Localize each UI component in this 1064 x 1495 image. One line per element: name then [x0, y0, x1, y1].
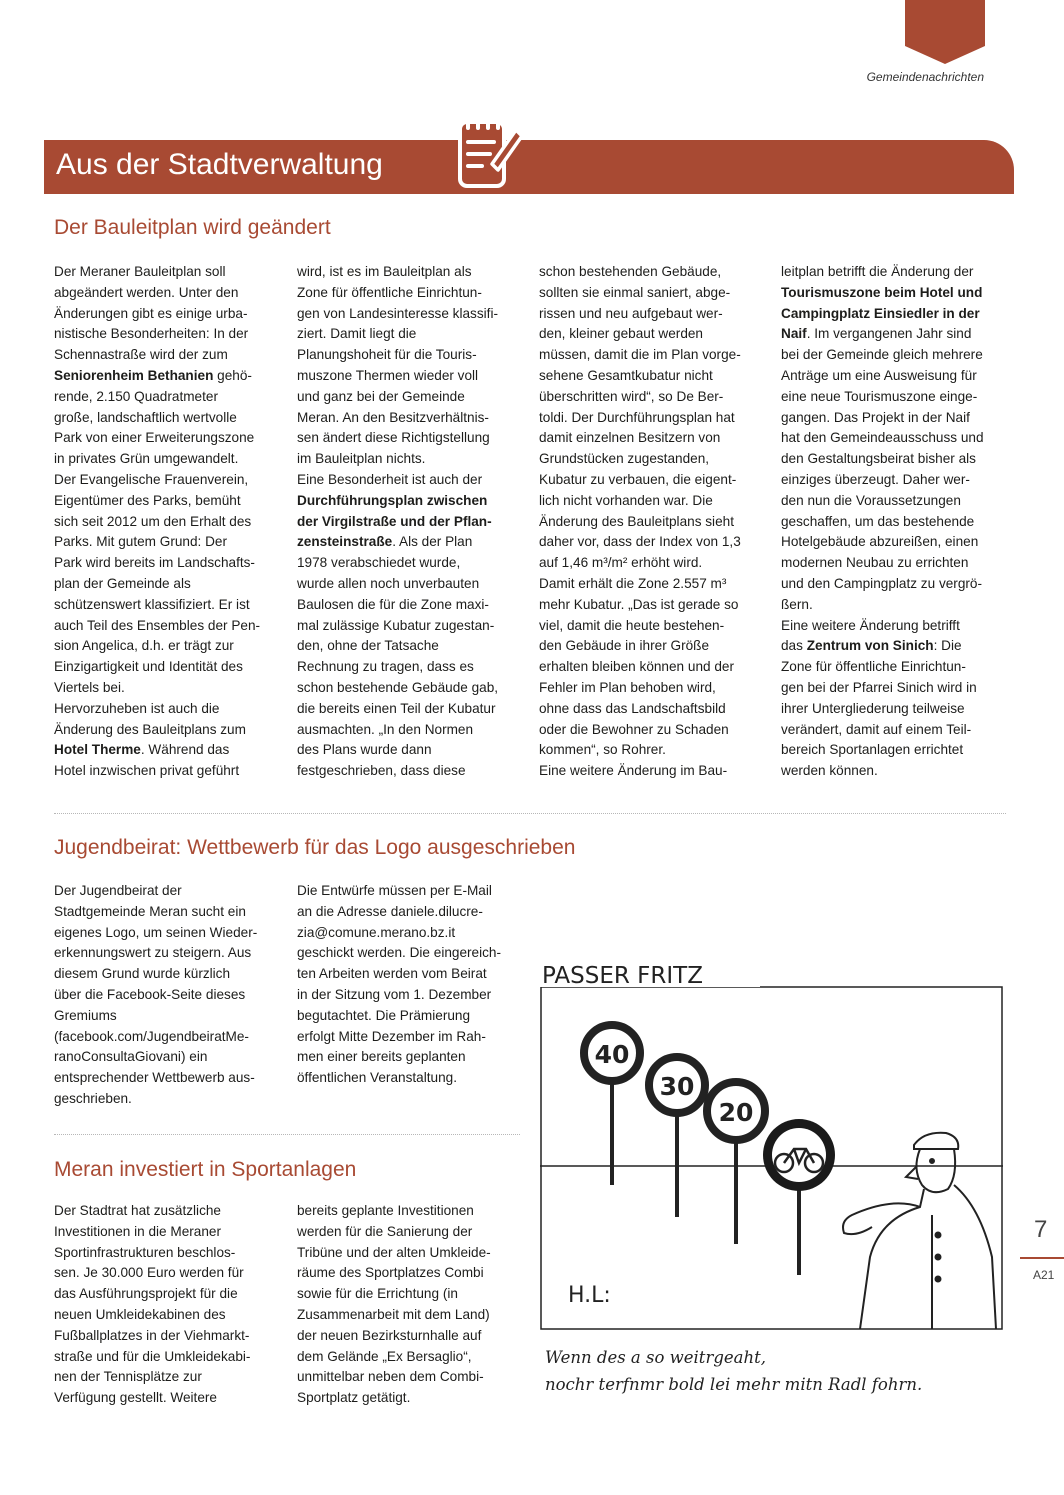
article1-column-2: wird, ist es im Bauleitplan als Zone für öffentliche Einrichtun- gen von Landesinteresse klassifi- ziert. Damit liegt die Planungshoheit für die Touris- muszone Thermen wieder voll und ganz bei der Gemeinde Meran. An den Besitzverhältnis- sen ändert diese Richtigstellung im Bauleitplan nichts. Eine Besonderheit ist auch der Durchführungsplan zwischen der Virgilstraße und der Pflan- zensteinstraße. Als der Plan 1978 verabschiedet wurde, wurde allen noch unverbauten Baulosen die für die Zone maxi- mal zulässige Kubatur zugestan- den, ohne der Tatsache Rechnung zu tragen, dass es schon bestehende Gebäude gab, die bereits einen Teil der Kubatur ausmachten. „In den Normen des Plans wurde dann festgeschrieben, dass diese: [297, 264, 499, 779]
cartoon-passer-fritz: [540, 957, 1003, 1330]
article3-column-2: bereits geplante Investitionen werden für die Sanierung der Tribüne und der alten Umkleide- räume des Sportplatzes Combi sowie für die Errichtung (in Zusammenarbeit mit dem Land) der neuen Bezirksturnhalle auf dem Gelände „Ex Bersaglio“, unmittelbar neben dem Combi- Sportplatz getätigt.: [297, 1203, 491, 1406]
article3-column-1: Der Stadtrat hat zusätzliche Investitionen in die Meraner Sportinfrastrukturen beschlos- sen. Je 30.000 Euro werden für das Ausführungsprojekt für die neuen Umkleidekabinen des Fußballplatzes in der Viehmarkt- straße und für die Umkleidekabi- nen der Tennisplätze zur Verfügung gestellt. Weitere: [54, 1203, 251, 1406]
section-label: Gemeindenachrichten: [866, 70, 984, 84]
page-number: 7: [1034, 1216, 1048, 1243]
cartoon-caption-line-1: Wenn des a so weitrgeaht,: [545, 1348, 766, 1367]
top-tab-marker: [905, 0, 985, 46]
svg-text:20: 20: [718, 1098, 754, 1127]
page-code: A21: [1033, 1268, 1055, 1282]
speed-sign-30: [649, 1057, 705, 1113]
section-divider: [54, 1134, 520, 1135]
speed-sign-40: [584, 1025, 640, 1081]
section-banner: [44, 140, 1014, 194]
article-title-bauleitplan: Der Bauleitplan wird geändert: [54, 216, 331, 239]
svg-text:30: 30: [659, 1072, 695, 1101]
cartoon-signature: H.L:: [568, 1283, 611, 1308]
article1-column-1: Der Meraner Bauleitplan soll abgeändert werden. Unter den Änderungen gibt es einige urba- nistische Besonderheiten: In der Schennastraße wird der zum Seniorenheim Bethanien gehö- rende, 2.150 Quadratmeter große, landschaftlich wertvolle Park von einer Erweiterungszone in privates Grün umgewandelt. Der Evangelische Frauenverein, Eigentümer des Parks, bemüht sich seit 2012 um den Erhalt des Parks. Mit gutem Grund: Der Park wird bereits im Landschafts- plan der Gemeinde als schützenswert klassifiziert. Er ist auch Teil des Ensembles der Pen- sion Angelica, d.h. er trägt zur Einzigartigkeit und Identität des Viertels bei. Hervorzuheben ist auch die Änderung des Bauleitplans zum Hotel Therme. Während das Hotel inzwischen privat geführt: [54, 264, 261, 779]
speed-sign-20: [707, 1082, 765, 1140]
svg-text:40: 40: [594, 1040, 630, 1069]
cartoon-caption-line-2: nochr terfnmr bold lei mehr mitn Radl fohrn.: [545, 1375, 923, 1394]
notepad-pencil-icon: [452, 108, 528, 194]
article2-column-2: Die Entwürfe müssen per E-Mail an die Adresse daniele.dilucre- zia@comune.merano.bz.it geschickt werden. Die eingereich- ten Arbeiten werden vom Beirat in der Sitzung vom 1. Dezember begutachtet. Die Prämierung erfolgt Mitte Dezember im Rah- men einer bereits geplanten öffentlichen Veranstaltung.: [297, 883, 502, 1086]
article-title-sportanlagen: Meran investiert in Sportanlagen: [54, 1158, 357, 1181]
article2-column-1: Der Jugendbeirat der Stadtgemeinde Meran sucht ein eigenes Logo, um seinen Wieder- erkennungswert zu steigern. Aus diesem Grund wurde kürzlich über die Facebook-Seite dieses Gremiums (facebook.com/JugendbeiratMe- ranoConsultaGiovani) ein entsprechender Wettbewerb aus- geschrieben.: [54, 883, 258, 1106]
bicycle-sign-icon: [763, 1119, 835, 1191]
article1-column-4: leitplan betrifft die Änderung der Tourismuszone beim Hotel und Campingplatz Einsiedler in der Naif. Im vergangenen Jahr sind bei der Gemeinde gleich mehrere Anträge um eine Ausweisung für eine neue Tourismuszone einge- gangen. Das Projekt in der Naif hat den Gemeindeausschuss und den Gestaltungsbeirat bisher als einziges überzeugt. Daher wer- den nun die Voraussetzungen geschaffen, um das bestehende Hotelgebäude abzureißen, einen modernen Neubau zu errichten und den Campingplatz zu vergrö- ßern. Eine weitere Änderung betrifft das Zentrum von Sinich: Die Zone für öffentliche Einrichtun- gen bei der Pfarrei Sinich wird in ihrer Untergliederung teilweise verändert, damit auf einem Teil- bereich Sportanlagen errichtet werden können.: [781, 264, 984, 779]
section-divider: [54, 813, 1006, 814]
banner-title: Aus der Stadtverwaltung: [56, 148, 383, 181]
article1-column-3: schon bestehenden Gebäude, sollten sie einmal saniert, abge- rissen und neu aufgebaut wer- den, kleiner gebaut werden müssen, damit die im Plan vorge- sehene Gesamtkubatur nicht überschritten wird“, so De Ber- toldi. Der Durchführungsplan hat damit einzelnen Besitzern von Grundstücken zugestanden, Kubatur zu verbauen, die eigent- lich nicht vorhanden war. Die Änderung des Bauleitplans sieht daher vor, dass der Index von 1,3 auf 1,46 m³/m² erhöht wird. Damit erhält die Zone 2.557 m³ mehr Kubatur. „Das ist gerade so viel, damit die heute bestehen- den Gebäude in ihrer Größe erhalten bleiben können und der Fehler im Plan behoben wird, ohne dass das Landschaftsbild oder die Bewohner zu Schaden kommen“, so Rohrer. Eine weitere Änderung im Bau-: [539, 264, 741, 779]
page-number-bar: [1020, 1257, 1064, 1259]
cartoon-title: PASSER FRITZ: [542, 963, 703, 989]
article-title-jugendbeirat: Jugendbeirat: Wettbewerb für das Logo ausgeschrieben: [54, 836, 576, 859]
